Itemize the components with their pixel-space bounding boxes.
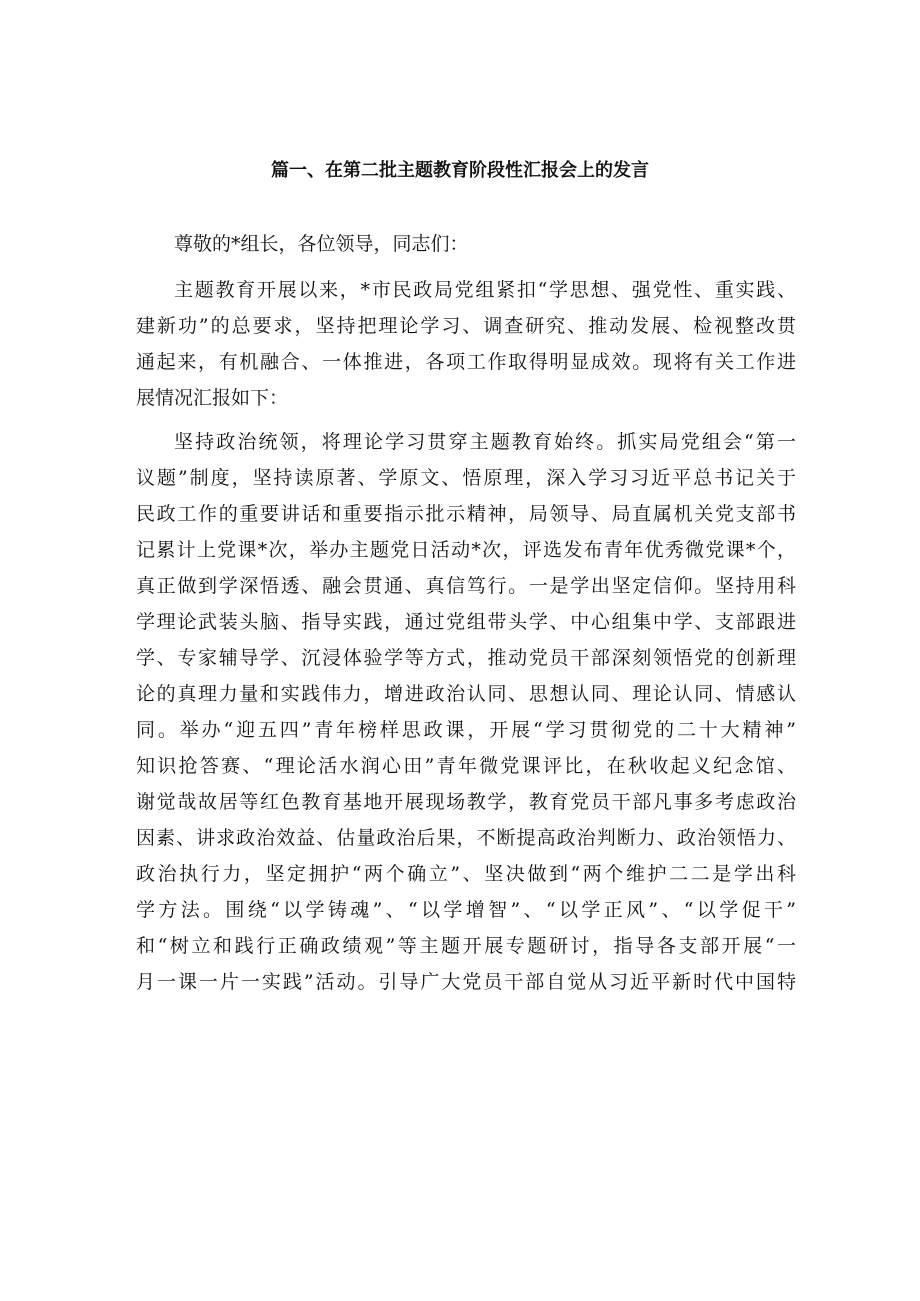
paragraph2-line-3: 民政工作的重要讲话和重要指示批示精神，局领导、局直属机关党支部书 [136, 503, 796, 525]
paragraph1-line-4: 展情况汇报如下： [136, 387, 289, 409]
paragraph2-line-7: 学、专家辅导学、沉浸体验学等方式，推动党员干部深刻领悟党的创新理 [136, 647, 796, 669]
paragraph2-line-11: 谢觉哉故居等红色教育基地开展现场教学，教育党员干部凡事多考虑政治 [136, 791, 796, 813]
paragraph2-line-10: 知识抢答赛、“理论活水润心田”青年微党课评比，在秋收起义纪念馆、 [136, 755, 796, 777]
paragraph2-line-2: 议题”制度，坚持读原著、学原文、悟原理，深入学习习近平总书记关于 [136, 467, 796, 489]
paragraph2-line-12: 因素、讲求政治效益、估量政治后果，不断提高政治判断力、政治领悟力、 [136, 827, 796, 849]
paragraph2-line-16: 月一课一片一实践”活动。引导广大党员干部自觉从习近平新时代中国特 [136, 971, 796, 993]
paragraph2-line-6: 学理论武装头脑、指导实践，通过党组带头学、中心组集中学、支部跟进 [136, 611, 796, 633]
document-body [136, 226, 796, 1156]
document-title: 篇一、在第二批主题教育阶段性汇报会上的发言 [271, 160, 649, 181]
paragraph2-line-1: 坚持政治统领，将理论学习贯穿主题教育始终。抓实局党组会“第一 [174, 431, 796, 453]
paragraph2-line-9: 同。举办“迎五四”青年榜样思政课，开展“学习贯彻党的二十大精神” [136, 719, 796, 741]
salutation-line: 尊敬的*组长，各位领导，同志们： [174, 233, 469, 255]
paragraph1-line-3: 通起来，有机融合、一体推进，各项工作取得明显成效。现将有关工作进 [136, 351, 796, 373]
paragraph2-line-14: 学方法。围绕“以学铸魂”、“以学增智”、“以学正风”、“以学促干” [136, 899, 796, 921]
paragraph2-line-15: 和“树立和践行正确政绩观”等主题开展专题研讨，指导各支部开展“一 [136, 935, 796, 957]
paragraph1-line-1: 主题教育开展以来，*市民政局党组紧扣“学思想、强党性、重实践、 [174, 279, 796, 301]
paragraph1-line-2: 建新功”的总要求，坚持把理论学习、调查研究、推动发展、检视整改贯 [136, 315, 796, 337]
paragraph2-line-13: 政治执行力，坚定拥护“两个确立”、坚决做到“两个维护二二是学出科 [136, 863, 796, 885]
paragraph2-line-4: 记累计上党课*次，举办主题党日活动*次，评选发布青年优秀微党课*个， [136, 539, 796, 561]
paragraph2-line-5: 真正做到学深悟透、融会贯通、真信笃行。一是学出坚定信仰。坚持用科 [136, 575, 796, 597]
paragraph2-line-8: 论的真理力量和实践伟力，增进政治认同、思想认同、理论认同、情感认 [136, 683, 796, 705]
